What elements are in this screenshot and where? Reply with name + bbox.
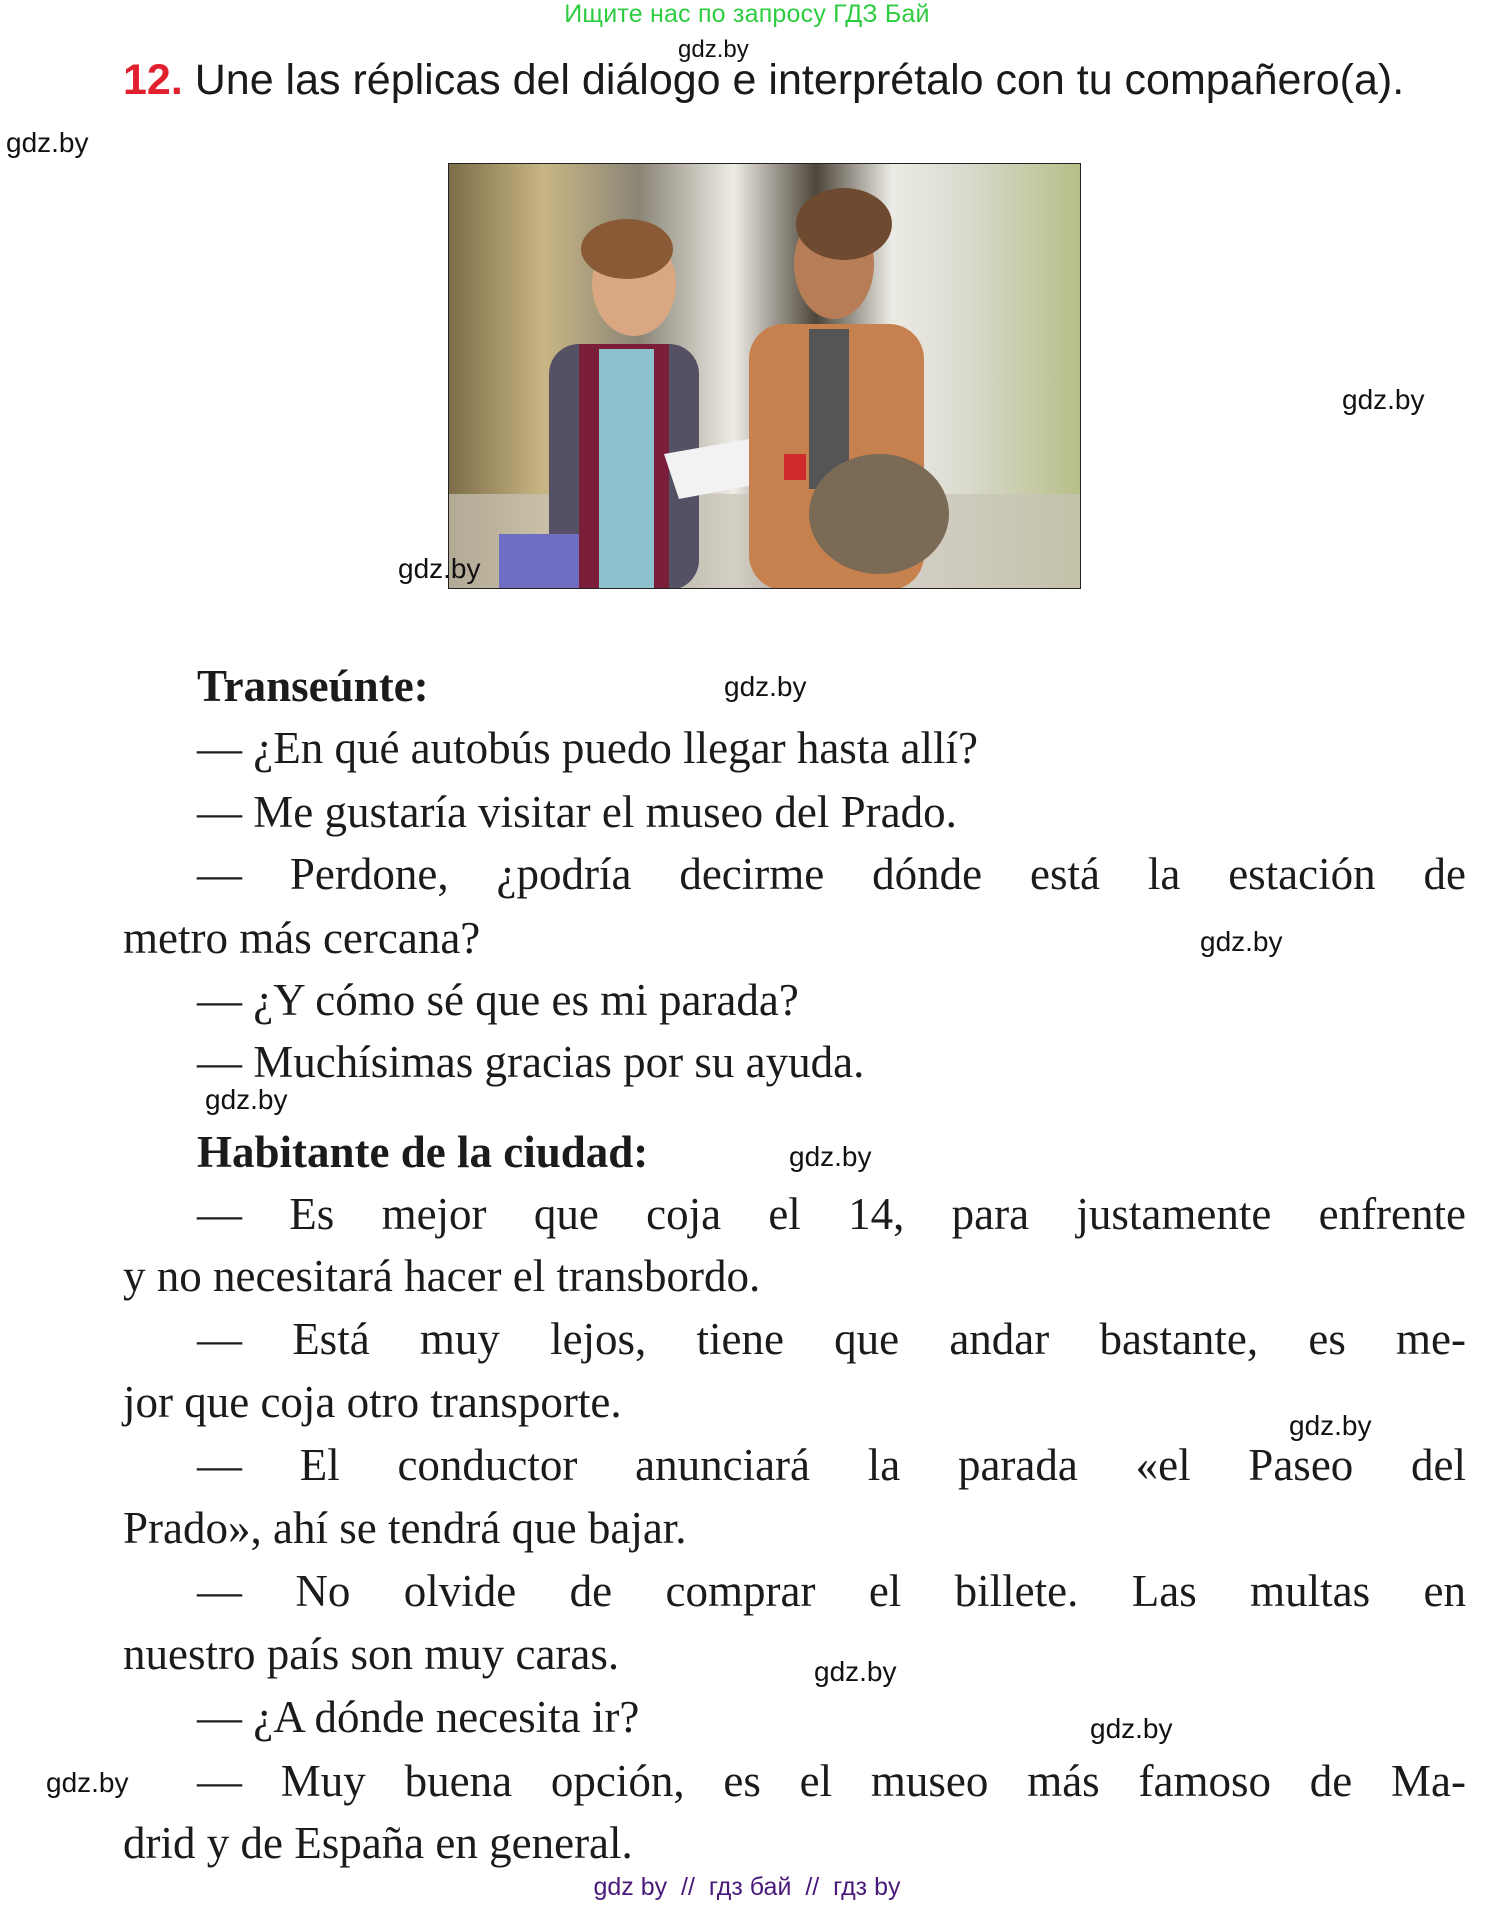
speaker-label-transeunte: Transeúnte:	[197, 661, 429, 711]
watermark: gdz.by	[1090, 1713, 1173, 1744]
dialogue-line: — Perdone, ¿podría decirme dónde está la estación de	[197, 849, 1466, 899]
watermark: gdz.by	[6, 127, 89, 158]
speaker-label-habitante: Habitante de la ciudad:	[197, 1127, 649, 1177]
exercise-number: 12.	[123, 56, 183, 104]
dialogue-line: nuestro país son muy caras.	[123, 1629, 620, 1679]
two-men-talking-illustration	[449, 164, 1081, 589]
dialogue-line: — El conductor anunciará la parada «el Paseo del	[197, 1440, 1466, 1490]
exercise-title	[123, 52, 1453, 108]
dialogue-line: — No olvide de comprar el billete. Las multas en	[197, 1566, 1466, 1616]
dialogue-line: drid y de España en general.	[123, 1818, 633, 1868]
footer-watermark: gdz by // гдз бай // гдз by	[593, 1873, 901, 1901]
dialogue-line: Prado», ahí se tendrá que bajar.	[123, 1503, 687, 1553]
dialogue-line: — Es mejor que coja el 14, para justamente enfrente	[197, 1189, 1466, 1239]
search-hint-banner: Ищите нас по запросу ГДЗ Бай	[564, 0, 930, 28]
watermark: gdz.by	[46, 1767, 129, 1798]
dialogue-line: — Muchísimas gracias por su ayuda.	[197, 1037, 865, 1087]
dialogue-line: — Está muy lejos, tiene que andar bastante, es me-	[197, 1314, 1466, 1364]
dialogue-line: y no necesitará hacer el transbordo.	[123, 1251, 761, 1301]
watermark: gdz.by	[789, 1141, 872, 1172]
dialogue-photo	[448, 163, 1081, 589]
watermark: gdz.by	[814, 1656, 897, 1687]
watermark: gdz.by	[1342, 384, 1425, 415]
dialogue-line: — Me gustaría visitar el museo del Prado.	[197, 787, 957, 837]
watermark: gdz.by	[678, 36, 749, 63]
exercise-instruction: Une las réplicas del diálogo e interprétalo con tu compañero(a).	[182, 56, 1405, 104]
dialogue-line: jor que coja otro transporte.	[123, 1377, 622, 1427]
dialogue-line: — ¿En qué autobús puedo llegar hasta allí?	[197, 723, 978, 773]
dialogue-line: metro más cercana?	[123, 913, 481, 963]
watermark: gdz.by	[398, 553, 481, 584]
dialogue-line: — Muy buena opción, es el museo más famoso de Ma-	[197, 1756, 1466, 1806]
dialogue-line: — ¿Y cómo sé que es mi parada?	[197, 975, 799, 1025]
watermark: gdz.by	[205, 1084, 288, 1115]
watermark: gdz.by	[724, 671, 807, 702]
dialogue-line: — ¿A dónde necesita ir?	[197, 1692, 640, 1742]
watermark: gdz.by	[1200, 926, 1283, 957]
watermark: gdz.by	[1289, 1410, 1372, 1441]
